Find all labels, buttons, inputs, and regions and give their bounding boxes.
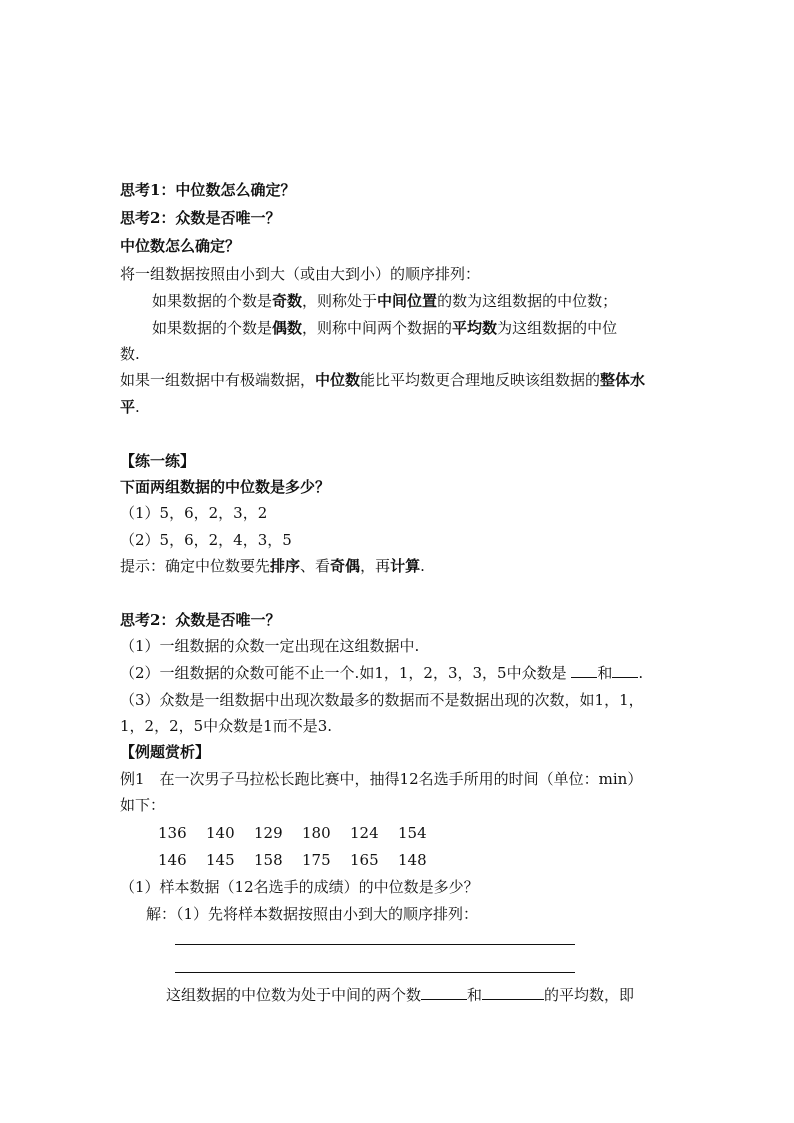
- example-line-2: 如下：: [120, 796, 166, 814]
- mode-item-3-cont: 1，2，2，5中众数是1而不是3.: [120, 717, 333, 735]
- example-heading: 【例题赏析】: [120, 743, 211, 761]
- question-1: （1）样本数据（12名选手的成绩）的中位数是多少？: [120, 878, 479, 896]
- data-row-1: [158, 823, 446, 843]
- mode-item-2: （2）一组数据的众数可能不止一个.如1，1，2，3，3，5中众数是 和 .: [120, 664, 644, 682]
- data-value: 129: [254, 824, 283, 842]
- data-value: 145: [206, 851, 235, 869]
- data-value: 146: [158, 851, 187, 869]
- answer-line-2[interactable]: [175, 972, 575, 973]
- practice-question: 下面两组数据的中位数是多少？: [120, 478, 331, 496]
- extreme-rule-cont: 平.: [120, 398, 140, 416]
- median-answer-line: 这组数据的中位数为处于中间的两个数 和 的平均数，即: [166, 986, 635, 1004]
- data-value: 158: [254, 851, 283, 869]
- data-row-2: [158, 850, 446, 870]
- extreme-rule: 如果一组数据中有极端数据，中位数能比平均数更合理地反映该组数据的整体水: [120, 371, 646, 389]
- blank-median-2[interactable]: [482, 985, 544, 1000]
- example-line-1: 例1 在一次男子马拉松长跑比赛中，抽得12名选手所用的时间（单位：min）: [120, 770, 643, 788]
- sort-rule: 将一组数据按照由小到大（或由大到小）的顺序排列：: [120, 265, 481, 283]
- data-value: 180: [302, 824, 331, 842]
- solution-line: 解：（1）先将样本数据按照由小到大的顺序排列：: [146, 905, 479, 923]
- median-heading: 中位数怎么确定？: [120, 237, 241, 255]
- data-value: 175: [302, 851, 331, 869]
- answer-line-1[interactable]: [175, 944, 575, 945]
- practice-heading: 【练一练】: [120, 452, 196, 470]
- think-2: 思考2：众数是否唯一？: [120, 209, 281, 227]
- practice-item-2: （2）5，6，2，4，3，5: [120, 531, 292, 549]
- data-value: 136: [158, 824, 187, 842]
- even-rule-cont: 数.: [120, 345, 140, 363]
- mode-item-3: （3）众数是一组数据中出现次数最多的数据而不是数据出现的次数，如1，1，: [120, 691, 644, 709]
- blank-mode-2[interactable]: [612, 663, 638, 678]
- data-value: 154: [398, 824, 427, 842]
- even-rule: 如果数据的个数是偶数，则称中间两个数据的平均数为这组数据的中位: [152, 319, 618, 337]
- data-value: 165: [350, 851, 379, 869]
- practice-item-1: （1）5，6，2，3，2: [120, 504, 268, 522]
- data-value: 124: [350, 824, 379, 842]
- think-2-heading: 思考2：众数是否唯一？: [120, 611, 281, 629]
- data-value: 140: [206, 824, 235, 842]
- blank-median-1[interactable]: [421, 985, 467, 1000]
- data-value: 148: [398, 851, 427, 869]
- mode-item-1: （1）一组数据的众数一定出现在这组数据中.: [120, 637, 420, 655]
- blank-mode-1[interactable]: [571, 663, 597, 678]
- hint: 提示：确定中位数要先排序、看奇偶，再计算.: [120, 557, 425, 575]
- think-1: 思考1：中位数怎么确定？: [120, 181, 296, 199]
- odd-rule: 如果数据的个数是奇数，则称处于中间位置的数为这组数据的中位数；: [152, 292, 618, 310]
